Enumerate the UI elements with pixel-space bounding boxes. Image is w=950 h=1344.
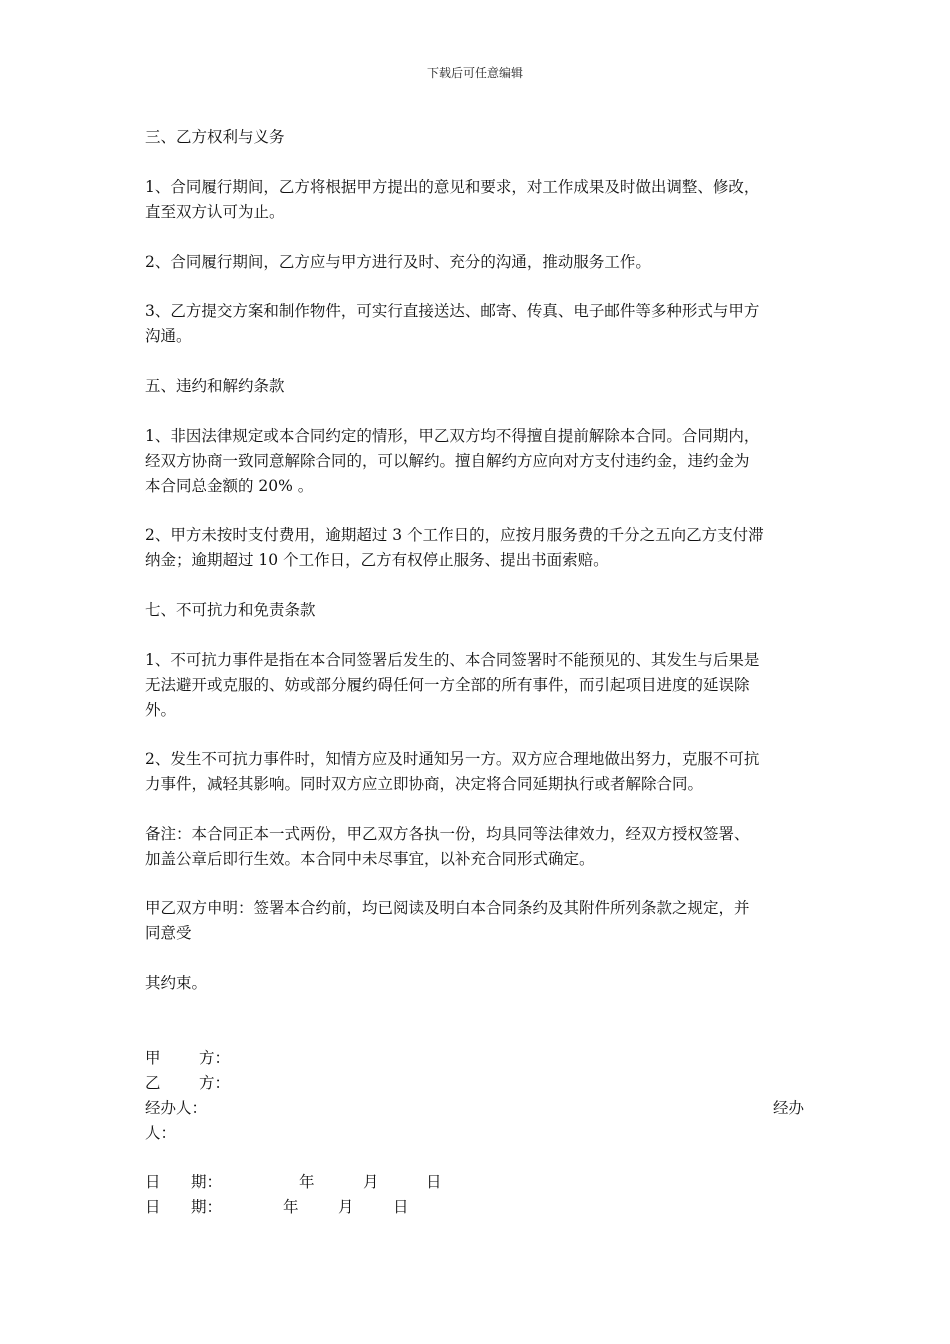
clause-5-2-line-1: 2、甲方未按时支付费用，逾期超过 3 个工作日的，应按月服务费的千分之五向乙方支付滞 [145,526,764,544]
date1-year: 年 [299,1173,315,1191]
date2-label: 期： [191,1198,223,1216]
clause-5-1-line-2: 经双方协商一致同意解除合同的，可以解约。擅自解约方应向对方支付违约金，违约金为 [145,452,750,470]
clause-3-3-line-2: 沟通。 [145,327,192,345]
clause-5-2-line-2: 纳金；逾期超过 10 个工作日，乙方有权停止服务、提出书面索赔。 [145,551,609,569]
page-header: 下载后可任意编辑 [426,66,523,80]
party-b-row [145,1071,810,1096]
clause-7-1-line-3: 外。 [145,701,177,719]
party-a-label: 方： [199,1049,231,1067]
date-row-2 [145,1195,810,1220]
date2-char: 日 [145,1198,161,1216]
party-a-char: 甲 [145,1049,161,1067]
clause-3-1-line-2: 直至双方认可为止。 [145,203,285,221]
declaration-end: 其约束。 [145,974,208,992]
declaration-line-2: 同意受 [145,924,192,942]
declaration-line-1: 甲乙双方申明：签署本合约前，均已阅读及明白本合同条约及其附件所列条款之规定，并 [145,899,750,917]
agent-wrap-row [145,1121,810,1146]
clause-5-1-line-3: 本合同总金额的 20% 。 [145,477,314,495]
date1-label: 期： [191,1173,223,1191]
note-line-1: 备注：本合同正本一式两份，甲乙双方各执一份，均具同等法律效力，经双方授权签署、 [145,825,750,843]
clause-7-2-line-1: 2、发生不可抗力事件时，知情方应及时通知另一方。双方应合理地做出努力，克服不可抗 [145,750,760,768]
party-b-label: 方： [199,1074,231,1092]
agent-left-label: 经办人： [145,1099,208,1117]
date2-year: 年 [283,1198,299,1216]
agent-right-label: 经办 [773,1099,805,1117]
date2-month: 月 [338,1198,354,1216]
date1-month: 月 [363,1173,379,1191]
date1-day: 日 [426,1173,442,1191]
clause-7-2-line-2: 力事件，减轻其影响。同时双方应立即协商，决定将合同延期执行或者解除合同。 [145,775,704,793]
party-a-row [145,1046,810,1071]
clause-3-1-line-1: 1、合同履行期间，乙方将根据甲方提出的意见和要求，对工作成果及时做出调整、修改， [145,178,760,196]
clause-3-3-line-1: 3、乙方提交方案和制作物件，可实行直接送达、邮寄、传真、电子邮件等多种形式与甲方 [145,302,760,320]
section-heading-force-majeure: 七、不可抗力和免责条款 [145,601,316,619]
agent-row [145,1096,810,1121]
party-b-char: 乙 [145,1074,161,1092]
note-line-2: 加盖公章后即行生效。本合同中未尽事宜，以补充合同形式确定。 [145,850,595,868]
clause-7-1-line-2: 无法避开或克服的、妨或部分履约碍任何一方全部的所有事件，而引起项目进度的延误除 [145,676,750,694]
clause-5-1-line-1: 1、非因法律规定或本合同约定的情形，甲乙双方均不得擅自提前解除本合同。合同期内， [145,427,760,445]
clause-7-1-line-1: 1、不可抗力事件是指在本合同签署后发生的、本合同签署时不能预见的、其发生与后果是 [145,651,760,669]
agent-wrap-label: 人： [145,1124,177,1142]
date1-char: 日 [145,1173,161,1191]
section-heading-breach: 五、违约和解约条款 [145,377,285,395]
clause-3-2-line-1: 2、合同履行期间，乙方应与甲方进行及时、充分的沟通，推动服务工作。 [145,253,651,271]
date-row-1 [145,1170,810,1195]
section-heading-rights: 三、乙方权利与义务 [145,128,285,146]
date2-day: 日 [393,1198,409,1216]
